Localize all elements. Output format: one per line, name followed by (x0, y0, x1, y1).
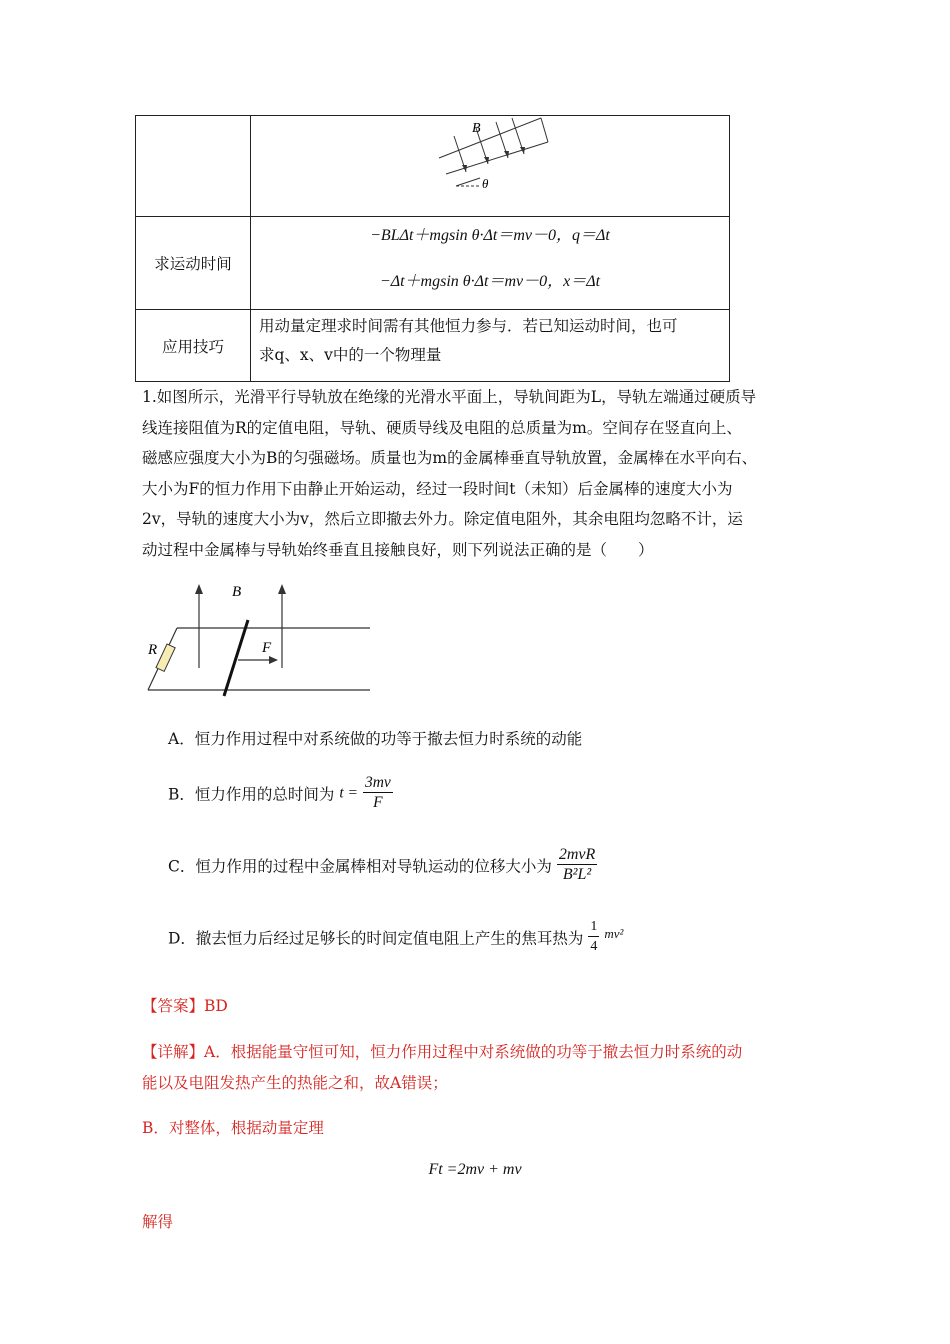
fraction-numerator: 3mv (364, 774, 391, 791)
resistor-icon (156, 644, 175, 671)
option-d-fraction (588, 918, 599, 957)
answer-line (142, 994, 228, 1016)
detail-line: 能以及电阻发热产生的热能之和，故A错误； (142, 1073, 448, 1092)
inclined-rail-figure (436, 116, 556, 192)
rail-circuit-figure (140, 578, 380, 703)
option-b-lhs: t = (339, 784, 358, 802)
fraction-denominator: B²L² (562, 866, 592, 883)
table-cell-empty (136, 116, 251, 217)
table-cell-tips (251, 310, 730, 382)
force-label: F (262, 640, 272, 656)
question-line: 2v，导轨的速度大小为v，然后立即撤去外力。除定值电阻外，其余电阻均忽略不计，运 (142, 510, 743, 529)
question-line: 1.如图所示，光滑平行导轨放在绝缘的光滑水平面上，导轨间距为L，导轨左端通过硬质导 (142, 388, 757, 406)
row-label-time: 求运动时间 (136, 217, 251, 310)
detail-line: 【详解】A．根据能量守恒可知，恒力作用过程中对系统做的功等于撤去恒力时系统的动 (142, 1043, 743, 1061)
detail-explanation (142, 1037, 812, 1098)
option-c-text: C．恒力作用的过程中金属棒相对导轨运动的位移大小为 (168, 857, 552, 876)
row-label-tips: 应用技巧 (136, 310, 251, 382)
equation-momentum-2: −Δt＋mgsin θ·Δt＝mv－0，x＝Δt (379, 273, 601, 290)
question-line: 磁感应强度大小为B的匀强磁场。质量也为m的金属棒垂直导轨放置，金属棒在水平向右、 (142, 449, 758, 468)
theta-label: θ (482, 176, 489, 191)
detail-line-b: B．对整体，根据动量定理 (142, 1119, 324, 1137)
option-b-fraction (363, 774, 393, 813)
option-b (168, 774, 393, 813)
answer-label: 【答案】 (142, 997, 205, 1015)
option-d-text: D．撤去恒力后经过足够长的时间定值电阻上产生的焦耳热为 (168, 929, 584, 948)
summary-table (135, 115, 730, 382)
question-line: 动过程中金属棒与导轨始终垂直且接触良好，则下列说法正确的是（ ） (142, 540, 654, 559)
option-d-tail: mv² (604, 925, 624, 941)
option-c (168, 846, 597, 885)
fraction-denominator: 4 (590, 939, 598, 954)
option-a: A．恒力作用过程中对系统做的功等于撤去恒力时系统的动能 (168, 730, 583, 748)
equation-momentum-1: −BLΔt＋mgsin θ·Δt＝mv－0，q＝Δt (370, 227, 610, 244)
option-b-text: B．恒力作用的总时间为 (168, 785, 335, 804)
question-line: 大小为F的恒力作用下由静止开始运动，经过一段时间t（未知）后金属棒的速度大小为 (142, 479, 733, 498)
option-c-fraction (557, 846, 597, 885)
question-stem (142, 382, 812, 566)
option-d (168, 918, 623, 957)
b-field-label: B (472, 121, 481, 136)
tips-line-1: 用动量定理求时间需有其他恒力参与．若已知运动时间，也可 (259, 317, 678, 335)
fraction-numerator: 1 (588, 918, 599, 937)
question-line: 线连接阻值为R的定值电阻，导轨、硬质导线及电阻的总质量为m。空间存在竖直向上、 (142, 418, 742, 437)
fraction-denominator: F (373, 794, 383, 811)
answer-value: BD (204, 997, 228, 1015)
momentum-equation: Ft =2mv + mv (428, 1161, 522, 1178)
table-cell-equations (251, 217, 730, 310)
detail-solve-label: 解得 (142, 1213, 174, 1231)
fraction-numerator: 2mvR (558, 846, 596, 863)
tips-line-2: 求q、x、v中的一个物理量 (259, 346, 442, 364)
b-field-label: B (232, 584, 242, 600)
resistor-label: R (148, 642, 158, 658)
table-cell-figure (251, 116, 730, 217)
